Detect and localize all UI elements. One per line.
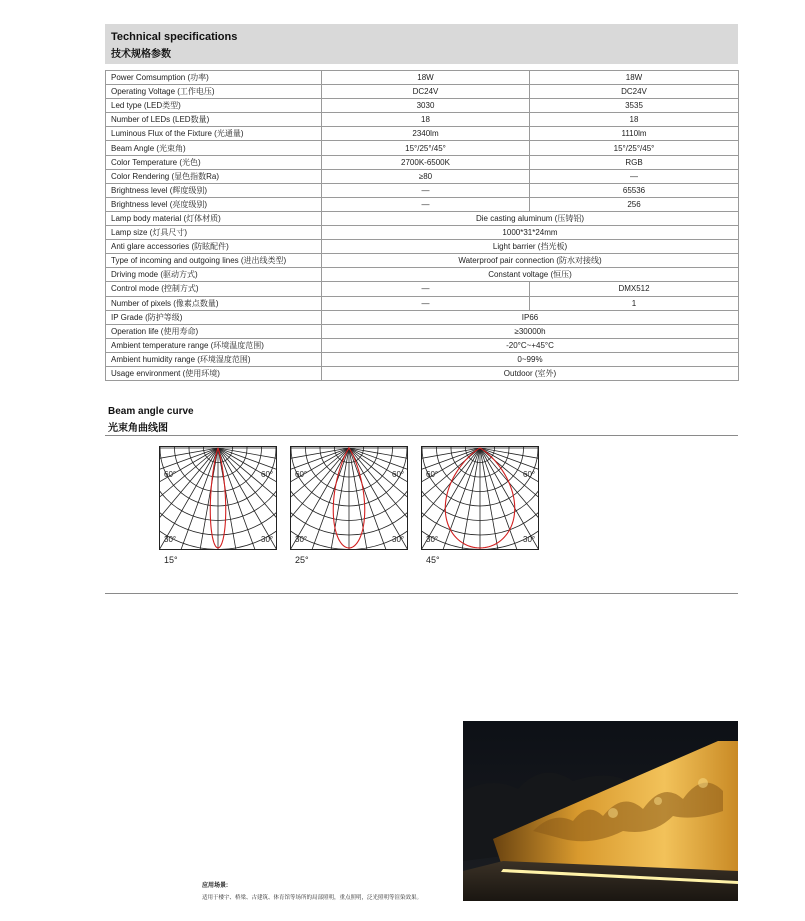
spec-value-v2: 15°/25°/45° — [530, 141, 739, 155]
spec-value-v1: — — [322, 296, 530, 310]
beam-angle-label: 45° — [426, 555, 440, 565]
spec-value-v1: — — [322, 183, 530, 197]
angle-label-60-right: 60° — [392, 470, 405, 479]
spec-label: Led type (LED类型) — [106, 99, 322, 113]
spec-value: Light barrier (挡光板) — [322, 240, 739, 254]
spec-row — [106, 127, 739, 141]
spec-header-bar — [105, 24, 738, 64]
spec-table — [105, 70, 739, 381]
spec-label: Usage environment (使用环境) — [106, 366, 322, 380]
spec-label: Color Rendering (显色指数Ra) — [106, 169, 322, 183]
angle-label-60-right: 60° — [261, 470, 274, 479]
spec-label: Operating Voltage (工作电压) — [106, 85, 322, 99]
spec-row — [106, 197, 739, 211]
beam-title-en: Beam angle curve — [108, 406, 194, 417]
spec-value-v1: 18 — [322, 113, 530, 127]
spec-row — [106, 268, 739, 282]
spec-row — [106, 141, 739, 155]
spec-label: Ambient humidity range (环境湿度范围) — [106, 352, 322, 366]
spec-value: 1000*31*24mm — [322, 226, 739, 240]
beam-diagram — [421, 446, 539, 550]
angle-label-30-right: 30° — [523, 535, 536, 544]
spec-value: Constant voltage (恒压) — [322, 268, 739, 282]
spec-value-v2: 18W — [530, 71, 739, 85]
application-text: 适用于楼宇、桥梁、古建筑、体育馆等场所的局部照明，重点照明，泛光照明等渲染效果。 — [202, 895, 423, 901]
spec-label: Beam Angle (光束角) — [106, 141, 322, 155]
spec-value-v2: 1110lm — [530, 127, 739, 141]
spec-label: Lamp size (灯具尺寸) — [106, 226, 322, 240]
beam-angle-label: 25° — [295, 555, 309, 565]
spec-row — [106, 338, 739, 352]
beam-title-zh: 光束角曲线图 — [108, 423, 168, 434]
spec-row — [106, 282, 739, 296]
angle-label-60-left: 60° — [426, 470, 439, 479]
spec-row — [106, 85, 739, 99]
spec-label: Ambient temperature range (环境温度范围) — [106, 338, 322, 352]
spec-value-v2: 256 — [530, 197, 739, 211]
spec-value-v2: 3535 — [530, 99, 739, 113]
spec-row — [106, 155, 739, 169]
spec-value: IP66 — [322, 310, 739, 324]
spec-value: 0~99% — [322, 352, 739, 366]
angle-label-30-right: 30° — [392, 535, 405, 544]
spec-value: Die casting aluminum (压铸铝) — [322, 211, 739, 225]
spec-value-v2: 1 — [530, 296, 739, 310]
spec-row — [106, 352, 739, 366]
spec-value: -20°C~+45°C — [322, 338, 739, 352]
application-photo — [463, 721, 738, 901]
angle-label-30-left: 30° — [164, 535, 177, 544]
spec-value-v2: RGB — [530, 155, 739, 169]
spec-value-v1: — — [322, 282, 530, 296]
beam-diagram — [159, 446, 277, 550]
spec-value-v1: 15°/25°/45° — [322, 141, 530, 155]
spec-row — [106, 296, 739, 310]
spec-value-v1: ≥80 — [322, 169, 530, 183]
angle-label-30-left: 30° — [295, 535, 308, 544]
spec-label: Brightness level (辉度级别) — [106, 183, 322, 197]
spec-title-en: Technical specifications — [111, 31, 238, 43]
spec-label: Lamp body material (灯体材质) — [106, 211, 322, 225]
angle-label-60-left: 60° — [295, 470, 308, 479]
spec-value: Outdoor (室外) — [322, 366, 739, 380]
spec-row — [106, 310, 739, 324]
spec-label: Type of incoming and outgoing lines (进出线类型) — [106, 254, 322, 268]
spec-row — [106, 169, 739, 183]
spec-row — [106, 211, 739, 225]
spec-value-v2: DMX512 — [530, 282, 739, 296]
spec-row — [106, 324, 739, 338]
application-title: 应用场景: — [202, 883, 228, 889]
spec-label: Number of LEDs (LED数量) — [106, 113, 322, 127]
spec-value-v1: 18W — [322, 71, 530, 85]
spec-row — [106, 366, 739, 380]
spec-label: Operation life (使用寿命) — [106, 324, 322, 338]
angle-label-60-left: 60° — [164, 470, 177, 479]
angle-label-30-left: 30° — [426, 535, 439, 544]
spec-value-v1: DC24V — [322, 85, 530, 99]
spec-label: Luminous Flux of the Fixture (光通量) — [106, 127, 322, 141]
spec-value-v1: 2340lm — [322, 127, 530, 141]
beam-bottom-rule — [105, 593, 738, 594]
spec-title-zh: 技术规格参数 — [111, 49, 171, 60]
spec-label: IP Grade (防护等级) — [106, 310, 322, 324]
spec-row — [106, 240, 739, 254]
spec-label: Control mode (控制方式) — [106, 282, 322, 296]
spec-value-v1: 3030 — [322, 99, 530, 113]
spec-row — [106, 71, 739, 85]
beam-diagram — [290, 446, 408, 550]
spec-value-v2: — — [530, 169, 739, 183]
angle-label-60-right: 60° — [523, 470, 536, 479]
spec-value: ≥30000h — [322, 324, 739, 338]
spec-row — [106, 254, 739, 268]
angle-label-30-right: 30° — [261, 535, 274, 544]
spec-row — [106, 183, 739, 197]
spec-label: Power Comsumption (功率) — [106, 71, 322, 85]
spec-row — [106, 113, 739, 127]
beam-top-rule — [105, 435, 738, 436]
spec-label: Number of pixels (像素点数量) — [106, 296, 322, 310]
spec-label: Brightness level (亮度级别) — [106, 197, 322, 211]
spec-row — [106, 226, 739, 240]
spec-value-v2: 65536 — [530, 183, 739, 197]
spec-value-v1: 2700K-6500K — [322, 155, 530, 169]
spec-label: Anti glare accessories (防眩配件) — [106, 240, 322, 254]
spec-label: Driving mode (驱动方式) — [106, 268, 322, 282]
spec-value-v2: 18 — [530, 113, 739, 127]
spec-row — [106, 99, 739, 113]
spec-value: Waterproof pair connection (防水对接线) — [322, 254, 739, 268]
beam-angle-label: 15° — [164, 555, 178, 565]
spec-value-v1: — — [322, 197, 530, 211]
spec-value-v2: DC24V — [530, 85, 739, 99]
spec-label: Color Temperature (光色) — [106, 155, 322, 169]
